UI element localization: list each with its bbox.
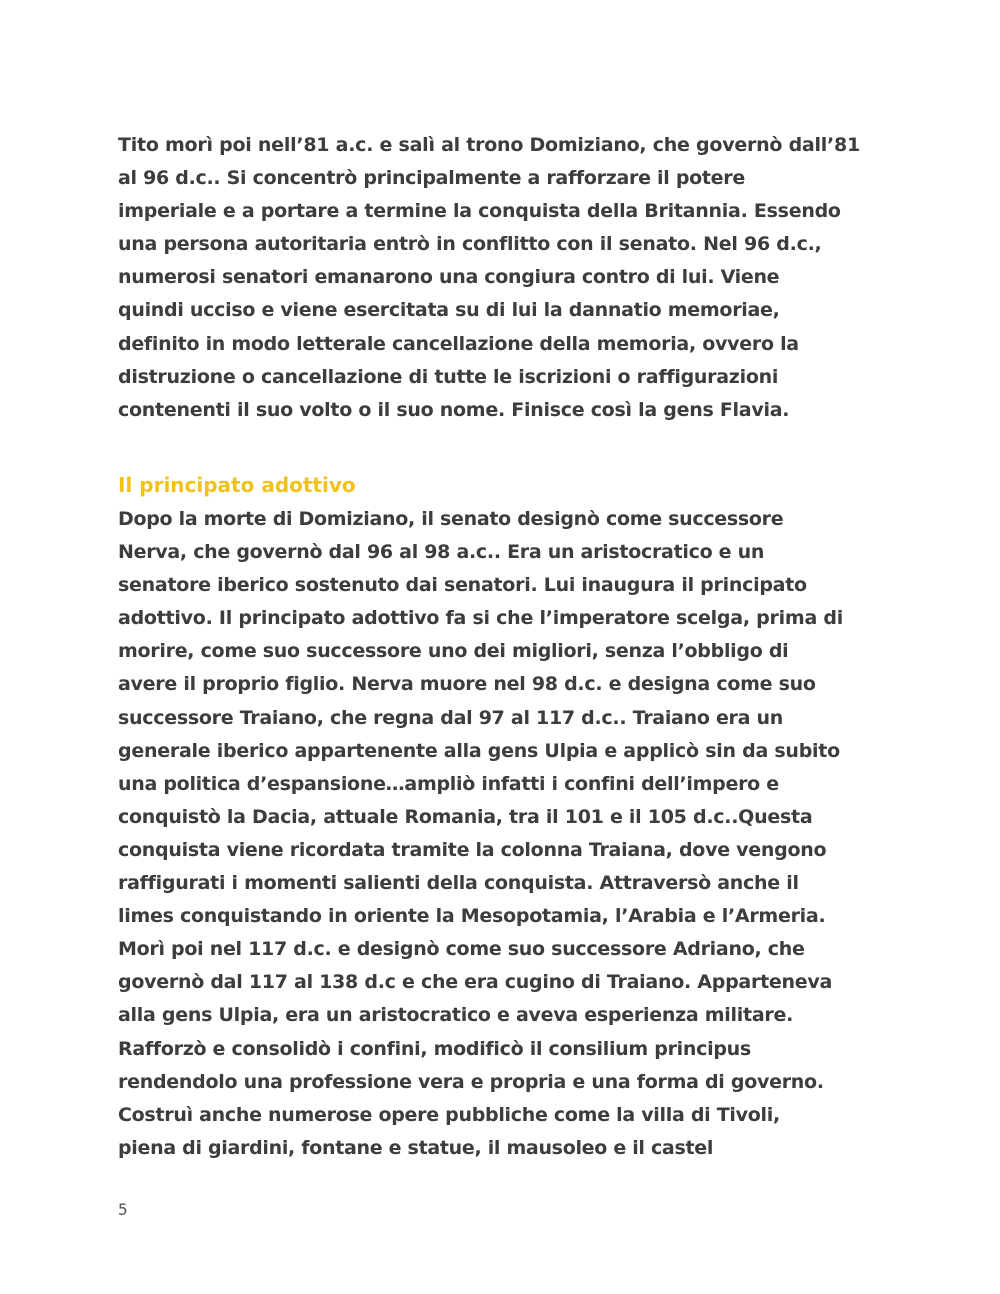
text-line: governò dal 117 al 138 d.c e che era cugino di Traiano. Apparteneva [118, 971, 833, 994]
text-line: morire, come suo successore uno dei migliori, senza l’obbligo di [118, 640, 789, 663]
text-line: alla gens Ulpia, era un aristocratico e aveva esperienza militare. [118, 1004, 794, 1027]
text-line: generale iberico appartenente alla gens Ulpia e applicò sin da subito [118, 739, 840, 762]
section-heading: Il principato adottivo [118, 473, 356, 497]
text-line: imperiale e a portare a termine la conquista della Britannia. Essendo [118, 200, 841, 223]
text-line: successore Traiano, che regna dal 97 al 117 d.c.. Traiano era un [118, 706, 784, 729]
text-line: Tito morì poi nell’81 a.c. e salì al trono Domiziano, che governò dall’81 [118, 134, 860, 156]
text-line: definito in modo letterale cancellazione della memoria, ovvero la [118, 332, 799, 355]
text-line: conquista viene ricordata tramite la colonna Traiana, dove vengono [118, 838, 827, 861]
text-line: contenenti il suo volto o il suo nome. Finisce così la gens Flavia. [118, 398, 790, 421]
text-line: conquistò la Dacia, attuale Romania, tra il 101 e il 105 d.c..Questa [118, 805, 813, 828]
text-line: una politica d’espansione…ampliò infatti i confini dell’impero e [118, 772, 779, 795]
text-line: una persona autoritaria entrò in conflitto con il senato. Nel 96 d.c., [118, 233, 822, 256]
text-line: Costruì anche numerose opere pubbliche come la villa di Tivoli, [118, 1103, 780, 1126]
text-line: Dopo la morte di Domiziano, il senato designò come successore [118, 508, 784, 530]
text-line: distruzione o cancellazione di tutte le iscrizioni o raffigurazioni [118, 365, 779, 388]
text-line: raffigurati i momenti salienti della conquista. Attraversò anche il [118, 872, 799, 895]
page-number: 5 [118, 1200, 128, 1219]
paragraph-domiziano [118, 129, 908, 427]
text-line: piena di giardini, fontane e statue, il mausoleo e il castel [118, 1136, 714, 1159]
text-line: Morì poi nel 117 d.c. e designò come suo successore Adriano, che [118, 938, 805, 961]
paragraph-principato-adottivo [118, 503, 908, 1165]
text-line: avere il proprio figlio. Nerva muore nel 98 d.c. e designa come suo [118, 673, 816, 696]
text-line: numerosi senatori emanarono una congiura contro di lui. Viene [118, 266, 780, 289]
text-line: quindi ucciso e viene esercitata su di lui la dannatio memoriae, [118, 299, 780, 322]
text-line: senatore iberico sostenuto dai senatori. Lui inaugura il principato [118, 574, 807, 597]
text-line: rendendolo una professione vera e propria e una forma di governo. [118, 1070, 824, 1093]
text-line: al 96 d.c.. Si concentrò principalmente a rafforzare il potere [118, 167, 745, 190]
text-line: Nerva, che governò dal 96 al 98 a.c.. Era un aristocratico e un [118, 541, 765, 564]
text-line: limes conquistando in oriente la Mesopotamia, l’Arabia e l’Armeria. [118, 905, 826, 928]
text-line: adottivo. Il principato adottivo fa si che l’imperatore scelga, prima di [118, 607, 843, 630]
text-line: Rafforzò e consolidò i confini, modificò il consilium principus [118, 1037, 751, 1060]
